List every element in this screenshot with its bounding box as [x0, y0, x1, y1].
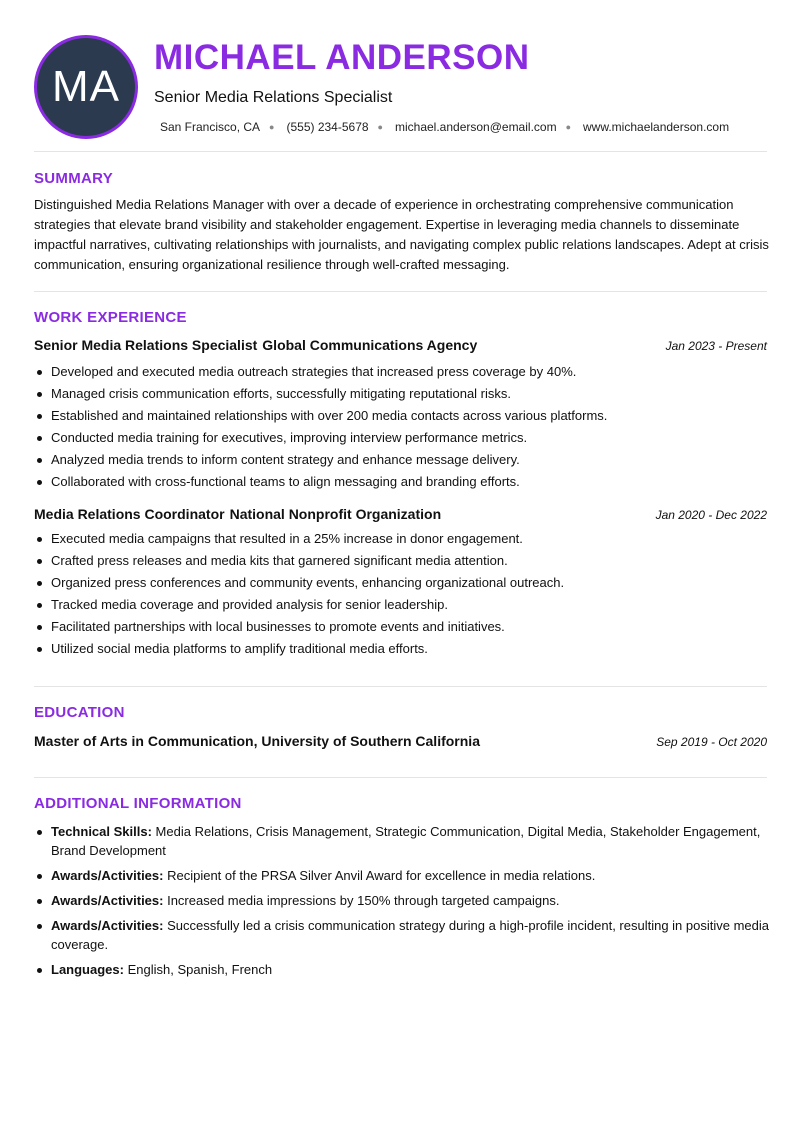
degree: Master of Arts in Communication, University of Southern California: [34, 733, 480, 749]
item-label: Awards/Activities:: [51, 918, 164, 933]
job-bullets: [34, 528, 774, 660]
bullet-separator-icon: ●: [269, 122, 275, 132]
job-dates: Jan 2023 - Present: [665, 339, 767, 353]
item-label: Awards/Activities:: [51, 893, 164, 908]
bullet-icon: [37, 414, 42, 419]
list-item: [34, 866, 774, 885]
bullet-icon: [37, 458, 42, 463]
contact-location: San Francisco, CA: [160, 120, 261, 134]
item-text: Successfully led a crisis communication strategy during a high-profile incident, resulting in positive media coverage.: [51, 918, 769, 952]
contact-bar: [160, 120, 729, 134]
additional-list: [34, 822, 774, 985]
list-item: Collaborated with cross-functional teams to align messaging and branding efforts.: [34, 471, 774, 493]
bullet-icon: [37, 370, 42, 375]
summary-text: Distinguished Media Relations Manager with over a decade of experience in orchestrating comprehensive communication strategies that elevate brand visibility and stakeholder engagement. Expertise in leveraging media channels to disseminate impactful narratives, cultivating relationships with journalists, and navigating complex public relations landscapes. Adept at crisis communication, ensuring organizational resilience through well-crafted messaging.: [34, 197, 769, 272]
list-item: Tracked media coverage and provided analysis for senior leadership.: [34, 594, 774, 616]
education-dates: Sep 2019 - Oct 2020: [656, 735, 767, 749]
avatar-initials: MA: [52, 62, 120, 111]
list-item: Conducted media training for executives, improving interview performance metrics.: [34, 427, 774, 449]
item-text: Recipient of the PRSA Silver Anvil Award for excellence in media relations.: [167, 868, 596, 883]
job-role: Senior Media Relations Specialist: [34, 337, 258, 353]
section-heading-summary: SUMMARY: [34, 170, 114, 187]
bullet-icon: [37, 968, 42, 973]
list-item: Crafted press releases and media kits that garnered significant media attention.: [34, 550, 774, 572]
bullet-icon: [37, 436, 42, 441]
list-item: Analyzed media trends to inform content strategy and enhance message delivery.: [34, 449, 774, 471]
job-company: Global Communications Agency: [262, 337, 478, 353]
section-heading-education: EDUCATION: [34, 704, 125, 721]
item-label: Languages:: [51, 962, 124, 977]
list-item: Managed crisis communication efforts, successfully mitigating reputational risks.: [34, 383, 774, 405]
item-text: Media Relations, Crisis Management, Strategic Communication, Digital Media, Stakeholder Engagement, Brand Development: [51, 824, 761, 858]
bullet-icon: [37, 559, 42, 564]
list-item: [34, 891, 774, 910]
bullet-icon: [37, 480, 42, 485]
avatar: [34, 35, 138, 139]
list-item: [34, 960, 774, 979]
section-heading-additional: ADDITIONAL INFORMATION: [34, 795, 242, 812]
job-company: National Nonprofit Organization: [229, 506, 442, 522]
job-header: [34, 506, 767, 522]
item-text: Increased media impressions by 150% through targeted campaigns.: [167, 893, 560, 908]
job-header: [34, 337, 767, 353]
bullet-separator-icon: ●: [565, 122, 572, 132]
education-entry: [34, 733, 767, 749]
list-item: Executed media campaigns that resulted in a 25% increase in donor engagement.: [34, 528, 774, 550]
bullet-icon: [37, 924, 42, 929]
candidate-title: Senior Media Relations Specialist: [154, 89, 393, 106]
divider: [34, 777, 767, 778]
bullet-icon: [37, 830, 42, 835]
list-item: Developed and executed media outreach strategies that increased press coverage by 40%.: [34, 361, 774, 383]
divider: [34, 686, 767, 687]
bullet-icon: [37, 603, 42, 608]
bullet-icon: [37, 625, 42, 630]
job-dates: Jan 2020 - Dec 2022: [655, 508, 767, 522]
bullet-icon: [37, 874, 42, 879]
list-item: Organized press conferences and community events, enhancing organizational outreach.: [34, 572, 774, 594]
candidate-name: MICHAEL ANDERSON: [154, 38, 530, 77]
contact-website[interactable]: www.michaelanderson.com: [583, 120, 730, 134]
list-item: Facilitated partnerships with local businesses to promote events and initiatives.: [34, 616, 774, 638]
list-item: Utilized social media platforms to amplify traditional media efforts.: [34, 638, 774, 660]
bullet-icon: [37, 647, 42, 652]
bullet-icon: [37, 899, 42, 904]
job-title: [34, 506, 441, 522]
divider: [34, 151, 767, 152]
bullet-icon: [37, 392, 42, 397]
contact-phone: (555) 234-5678: [286, 120, 369, 134]
bullet-icon: [37, 581, 42, 586]
list-item: Established and maintained relationships with over 200 media contacts across various platforms.: [34, 405, 774, 427]
item-text: English, Spanish, French: [127, 962, 273, 977]
item-label: Awards/Activities:: [51, 868, 164, 883]
bullet-icon: [37, 537, 42, 542]
job-title: [34, 337, 477, 353]
list-item: [34, 822, 774, 860]
job-role: Media Relations Coordinator: [34, 506, 225, 522]
bullet-separator-icon: ●: [377, 122, 383, 132]
divider: [34, 291, 767, 292]
item-label: Technical Skills:: [51, 824, 152, 839]
section-heading-experience: WORK EXPERIENCE: [34, 309, 187, 326]
job-bullets: [34, 361, 774, 493]
contact-email[interactable]: michael.anderson@email.com: [394, 120, 557, 134]
list-item: [34, 916, 774, 954]
